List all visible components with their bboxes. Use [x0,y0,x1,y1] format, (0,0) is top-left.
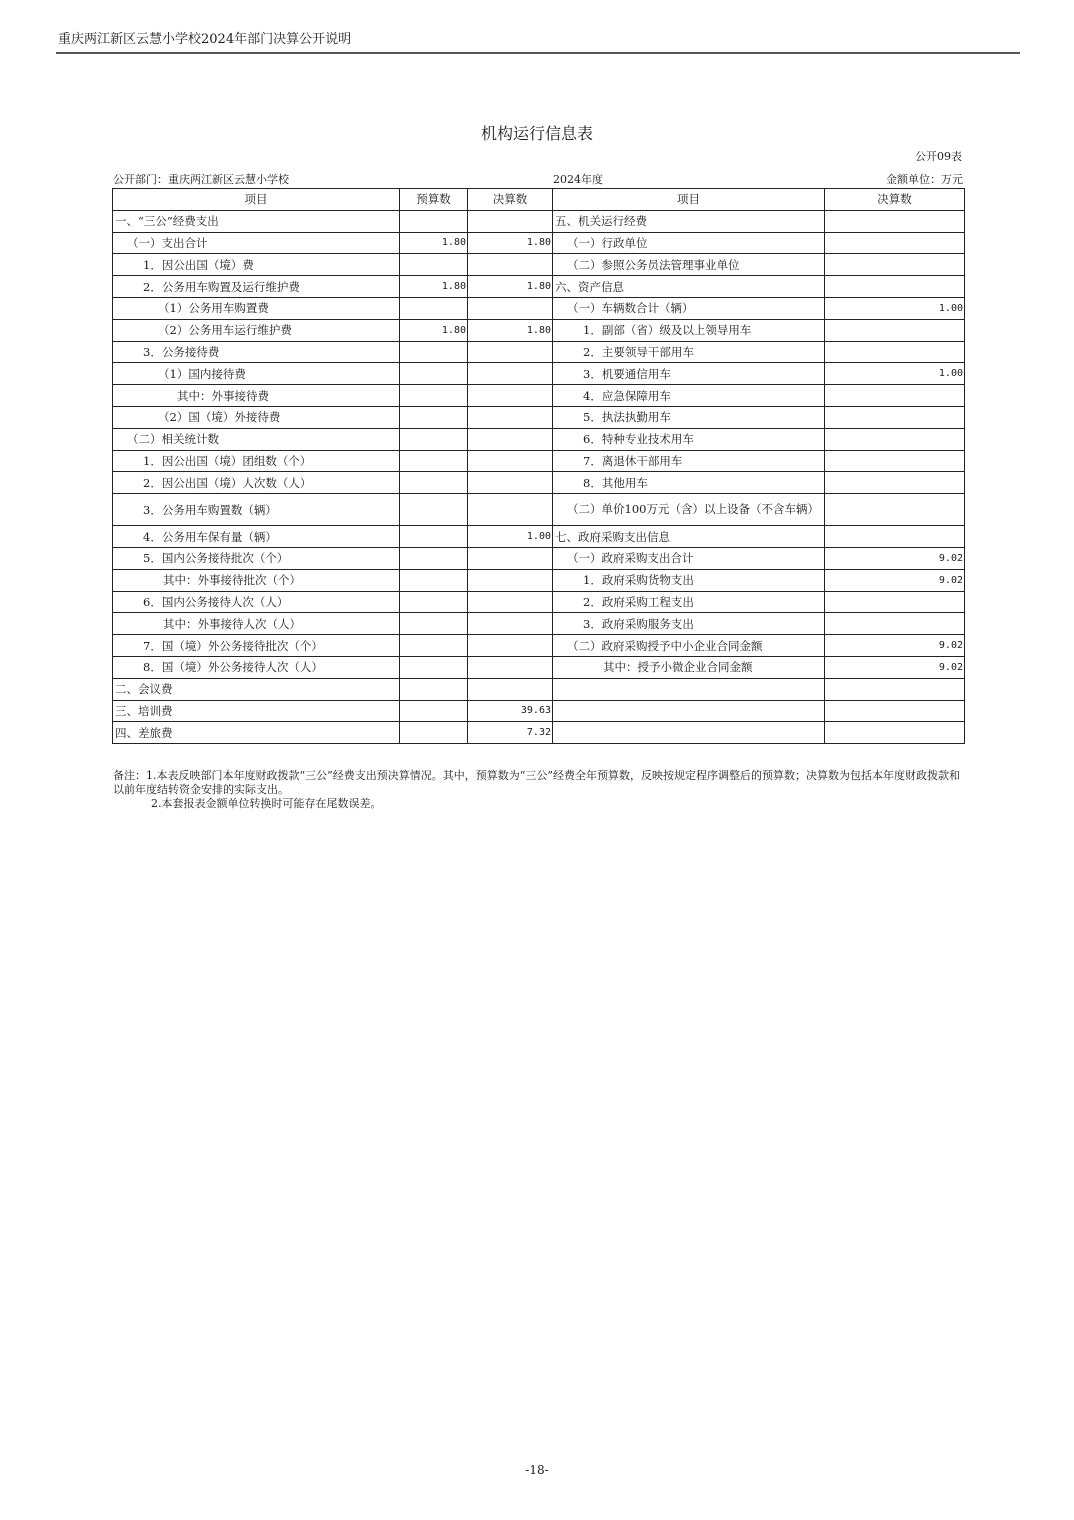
budget-value: 1.80 [400,276,468,298]
note-line-2: 2.本套报表金额单位转换时可能存在尾数误差。 [151,797,382,810]
budget-value [400,428,468,450]
table-row [113,385,965,407]
right-row-label [553,700,825,722]
table-row [113,591,965,613]
table-title: 机构运行信息表 [480,124,593,143]
row-label: 6．国内公务接待人次（人） [113,591,400,613]
table-notes [113,769,965,811]
budget-value [400,494,468,526]
running-header-title: 重庆两江新区云慧小学校2024年部门决算公开说明 [58,32,352,47]
table-row [113,428,965,450]
table-row [113,722,965,744]
right-actual-value: 9.02 [825,656,965,678]
right-actual-value: 1.00 [825,297,965,319]
right-row-label: （一）行政单位 [553,232,825,254]
right-actual-value: 9.02 [825,547,965,569]
right-row-label: 3．政府采购服务支出 [553,613,825,635]
budget-value [400,450,468,472]
right-row-label: （二）单价100万元（含）以上设备（不含车辆） [553,494,825,526]
right-actual-value [825,276,965,298]
budget-value [400,341,468,363]
right-row-label: （二）参照公务员法管理事业单位 [553,254,825,276]
right-row-label [553,678,825,700]
page-number: -18- [525,1463,549,1477]
budget-value [400,635,468,657]
col-header-item2: 项目 [553,189,825,211]
right-actual-value [825,319,965,341]
actual-value [468,363,553,385]
right-actual-value [825,526,965,548]
table-row [113,210,965,232]
actual-value [468,210,553,232]
table-row [113,635,965,657]
right-row-label: 5．执法执勤用车 [553,406,825,428]
row-label: （2）国（境）外接待费 [113,406,400,428]
right-actual-value [825,700,965,722]
table-row [113,526,965,548]
table-row [113,700,965,722]
budget-value: 1.80 [400,319,468,341]
row-label: 其中：外事接待批次（个） [113,569,400,591]
right-actual-value [825,591,965,613]
table-row [113,656,965,678]
right-row-label: 8．其他用车 [553,472,825,494]
row-label: 3．公务接待费 [113,341,400,363]
actual-value: 1.80 [468,232,553,254]
right-actual-value [825,678,965,700]
table-number: 公开09表 [915,150,962,163]
table-row [113,232,965,254]
right-row-label: 2．主要领导干部用车 [553,341,825,363]
budget-value [400,591,468,613]
row-label: 四、差旅费 [113,722,400,744]
budget-value [400,678,468,700]
info-table [112,188,965,744]
right-row-label [553,722,825,744]
col-header-item: 项目 [113,189,400,211]
table-row [113,569,965,591]
row-label: 一、“三公”经费支出 [113,210,400,232]
budget-value [400,472,468,494]
row-label: 其中：外事接待费 [113,385,400,407]
actual-value [468,547,553,569]
row-label: 1．因公出国（境）团组数（个） [113,450,400,472]
budget-value: 1.80 [400,232,468,254]
right-actual-value [825,450,965,472]
actual-value [468,341,553,363]
unit-label: 金额单位：万元 [886,173,963,186]
right-actual-value [825,472,965,494]
table-row [113,547,965,569]
row-label: 2．因公出国（境）人次数（人） [113,472,400,494]
right-actual-value: 1.00 [825,363,965,385]
row-label: 5．国内公务接待批次（个） [113,547,400,569]
row-label: （1）公务用车购置费 [113,297,400,319]
right-actual-value: 9.02 [825,569,965,591]
actual-value [468,656,553,678]
col-header-actual2: 决算数 [825,189,965,211]
row-label: （2）公务用车运行维护费 [113,319,400,341]
actual-value [468,406,553,428]
right-row-label: 七、政府采购支出信息 [553,526,825,548]
right-row-label: 1．政府采购货物支出 [553,569,825,591]
right-actual-value [825,254,965,276]
right-actual-value [825,232,965,254]
right-actual-value [825,210,965,232]
row-label: 三、培训费 [113,700,400,722]
note-line-1: 备注：1.本表反映部门本年度财政拨款“三公”经费支出预决算情况。其中，预算数为“三公”经费全年预算数，反映按规定程序调整后的预算数；决算数为包括本年度财政拨款和以前年度结转资金安排的实际支出。 [113,769,960,796]
table-row [113,254,965,276]
right-row-label: （一）车辆数合计（辆） [553,297,825,319]
right-row-label: 2．政府采购工程支出 [553,591,825,613]
right-row-label: 7．离退休干部用车 [553,450,825,472]
col-header-actual: 决算数 [468,189,553,211]
table-row [113,363,965,385]
actual-value [468,428,553,450]
right-row-label: 五、机关运行经费 [553,210,825,232]
budget-value [400,613,468,635]
table-row [113,297,965,319]
actual-value [468,635,553,657]
table-row [113,319,965,341]
row-label: 2．公务用车购置及运行维护费 [113,276,400,298]
year-label: 2024年度 [553,173,603,186]
budget-value [400,254,468,276]
right-row-label: 3．机要通信用车 [553,363,825,385]
table-meta [113,171,963,187]
budget-value [400,656,468,678]
actual-value [468,297,553,319]
budget-value [400,406,468,428]
table-row [113,406,965,428]
row-label: 3．公务用车购置数（辆） [113,494,400,526]
right-actual-value [825,722,965,744]
actual-value [468,450,553,472]
actual-value: 1.80 [468,319,553,341]
row-label: 其中：外事接待人次（人） [113,613,400,635]
table-row [113,678,965,700]
right-actual-value [825,613,965,635]
actual-value: 39.63 [468,700,553,722]
right-actual-value [825,494,965,526]
row-label: （1）国内接待费 [113,363,400,385]
actual-value [468,472,553,494]
row-label: （二）相关统计数 [113,428,400,450]
table-row [113,276,965,298]
running-header [56,30,1020,54]
budget-value [400,547,468,569]
right-actual-value: 9.02 [825,635,965,657]
row-label: 7．国（境）外公务接待批次（个） [113,635,400,657]
budget-value [400,569,468,591]
row-label: 二、会议费 [113,678,400,700]
actual-value [468,569,553,591]
right-row-label: 其中：授予小微企业合同金额 [553,656,825,678]
col-header-budget: 预算数 [400,189,468,211]
row-label: （一）支出合计 [113,232,400,254]
right-row-label: 六、资产信息 [553,276,825,298]
table-header-row [113,189,965,211]
row-label: 1．因公出国（境）费 [113,254,400,276]
actual-value: 1.80 [468,276,553,298]
budget-value [400,526,468,548]
table-row [113,613,965,635]
actual-value [468,385,553,407]
budget-value [400,210,468,232]
table-row [113,472,965,494]
row-label: 8．国（境）外公务接待人次（人） [113,656,400,678]
actual-value: 1.00 [468,526,553,548]
table-row [113,341,965,363]
department-label: 公开部门：重庆两江新区云慧小学校 [113,173,289,186]
actual-value [468,613,553,635]
actual-value [468,494,553,526]
right-row-label: （二）政府采购授予中小企业合同金额 [553,635,825,657]
budget-value [400,385,468,407]
actual-value [468,591,553,613]
right-actual-value [825,406,965,428]
right-row-label: 1．副部（省）级及以上领导用车 [553,319,825,341]
right-row-label: 6．特种专业技术用车 [553,428,825,450]
right-actual-value [825,341,965,363]
table-row [113,450,965,472]
actual-value: 7.32 [468,722,553,744]
right-actual-value [825,428,965,450]
actual-value [468,254,553,276]
right-row-label: （一）政府采购支出合计 [553,547,825,569]
row-label: 4．公务用车保有量（辆） [113,526,400,548]
right-actual-value [825,385,965,407]
budget-value [400,700,468,722]
budget-value [400,297,468,319]
table-row [113,494,965,526]
right-row-label: 4．应急保障用车 [553,385,825,407]
budget-value [400,722,468,744]
actual-value [468,678,553,700]
budget-value [400,363,468,385]
